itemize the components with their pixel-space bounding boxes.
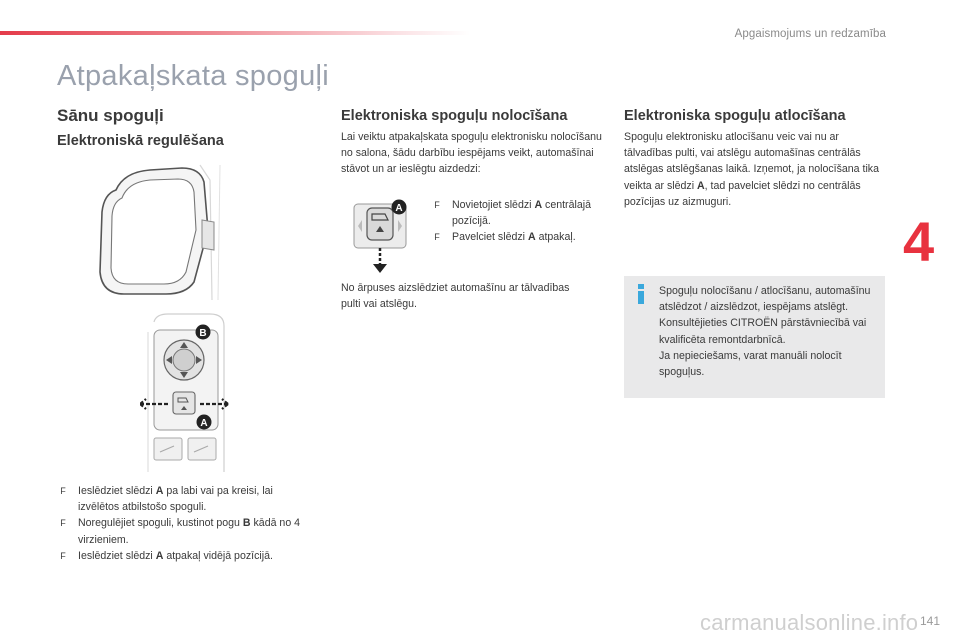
list-item: F Ieslēdziet slēdzi A pa labi vai pa kreisi, lai izvēlētos atbilstošo spoguli. — [57, 483, 317, 515]
label-b-text: B — [199, 328, 207, 339]
list-item: F Novietojiet slēdzi A centrālajā pozīcijā. — [431, 197, 601, 229]
mirror-switch-panel-illustration — [140, 312, 234, 474]
info-line-1: Spoguļu nolocīšanu / atlocīšanu, automašīnu atslēdzot / aizslēdzot, iespējams atslēgt. Konsultējieties CITROËN pārstāvniecībā vai kvalificēta remontdarbnīcā. — [659, 285, 871, 346]
label-a-badge — [196, 414, 212, 430]
info-box — [624, 276, 885, 398]
info-text — [659, 283, 881, 380]
list-item: F Noregulējiet spoguli, kustinot pogu B kādā no 4 virzieniem. — [57, 515, 317, 547]
side-mirror-illustration — [90, 160, 280, 305]
col1-heading: Sānu spoguļi — [57, 106, 164, 125]
col2-intro: Lai veiktu atpakaļskata spoguļu elektronisku nolocīšanu no salona, šādu darbību iespējams veikt, automašīnai stāvot un ar ieslēgtu aizdedzi: — [341, 131, 602, 176]
section-header: Apgaismojums un redzamība — [734, 28, 886, 40]
list-item: F Ieslēdziet slēdzi A atpakaļ vidējā pozīcijā. — [57, 548, 317, 564]
bullet-icon: F — [434, 200, 440, 210]
bullet-icon: F — [60, 486, 66, 496]
watermark: carmanualsonline.info — [700, 610, 919, 635]
info-icon — [634, 284, 648, 304]
info-line-2: Ja nepieciešams, varat manuāli nolocīt spoguļus. — [659, 349, 842, 379]
header-accent-bar — [0, 31, 470, 35]
col2-outro: No ārpuses aizslēdziet automašīnu ar tālvadības pulti vai atslēgu. — [341, 282, 570, 311]
page-number: 141 — [919, 614, 940, 628]
col1-subheading: Elektroniskā regulēšana — [57, 133, 224, 149]
chapter-number: 4 — [903, 210, 935, 273]
page-title: Atpakaļskata spoguļi — [57, 60, 329, 92]
label-b-badge — [195, 324, 211, 340]
label-a-badge-fold — [391, 199, 407, 215]
list-item: F Pavelciet slēdzi A atpakaļ. — [431, 229, 601, 245]
col3-paragraph: Spoguļu elektronisku atlocīšanu veic vai nu ar tālvadības pulti, vai atslēgu automašīnas centrālās atslēgas atslēgšanas laikā. Izņemot, ja nolocīšana tika veikta ar slēdzi A, tad pavelciet slēdzi no centrālās pozīcijas uz aizmuguri. — [624, 131, 879, 208]
col2-heading: Elektroniska spoguļu nolocīšana — [341, 108, 568, 124]
bullet-icon: F — [434, 232, 440, 243]
bullet-icon: F — [60, 550, 66, 561]
col3-heading: Elektroniska spoguļu atlocīšana — [624, 108, 846, 124]
bullet-icon: F — [60, 518, 66, 529]
col1-steps — [57, 483, 317, 564]
label-a-text: A — [200, 418, 208, 429]
col2-steps — [431, 197, 601, 246]
label-a-text: A — [395, 203, 403, 214]
